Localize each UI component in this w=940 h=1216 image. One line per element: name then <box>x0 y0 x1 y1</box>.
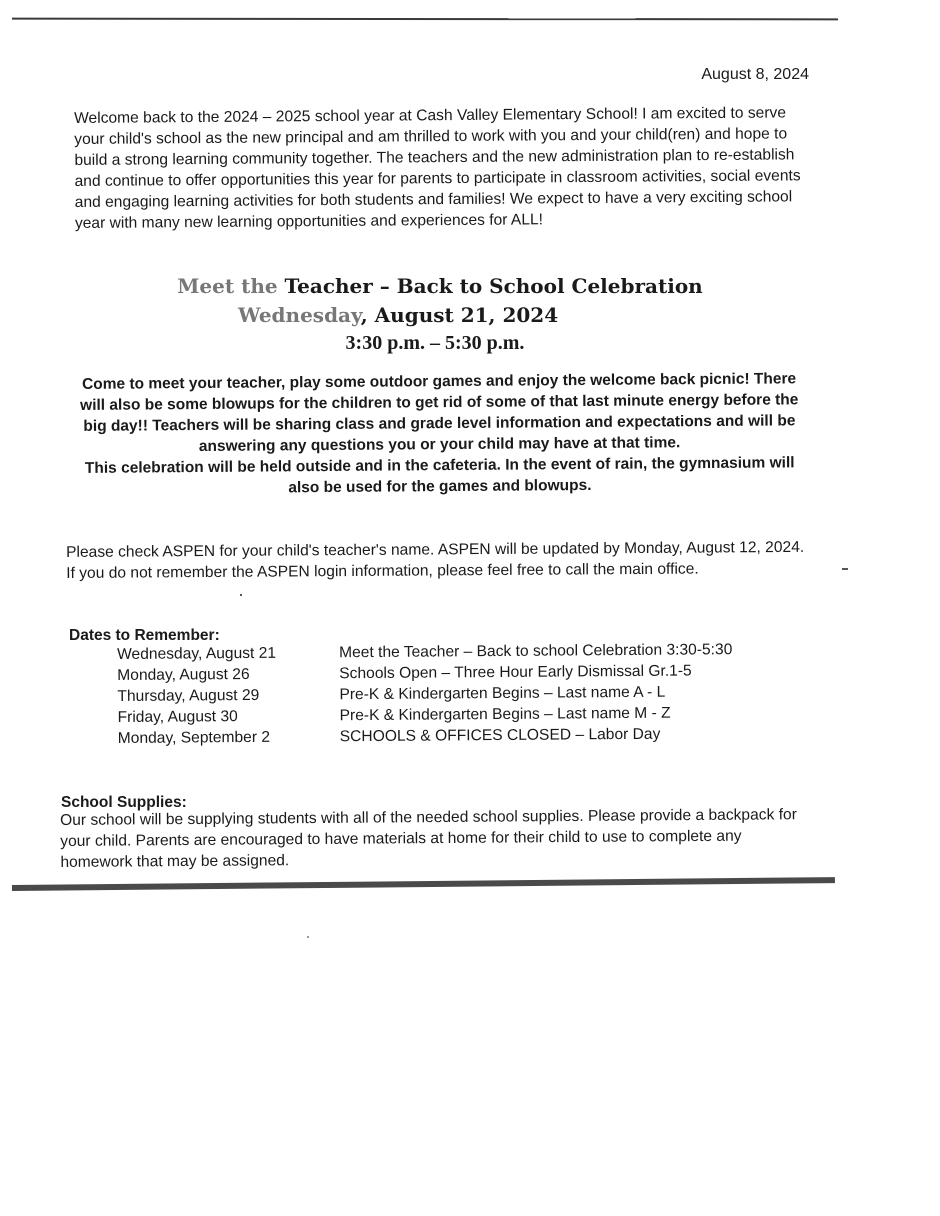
scan-speck <box>842 568 848 570</box>
event-title <box>120 271 760 301</box>
event-date-rest: , August 21, 2024 <box>360 303 559 327</box>
event-time: 3:30 p.m. – 5:30 p.m. <box>345 332 525 354</box>
scan-speck <box>307 936 309 938</box>
aspen-paragraph: Please check ASPEN for your child's teacher's name. ASPEN will be updated by Monday, August 12, 2024. If you do not remember the ASPEN login information, please feel free to call the main office. <box>66 538 805 582</box>
dates-row-date: Monday, August 26 <box>117 665 250 684</box>
dates-row-date: Thursday, August 29 <box>117 686 260 705</box>
dates-row-event: SCHOOLS & OFFICES CLOSED – Labor Day <box>339 725 661 746</box>
dates-row-event: Pre-K & Kindergarten Begins – Last name A - L <box>339 683 666 704</box>
dates-row-event: Meet the Teacher – Back to school Celebration 3:30-5:30 <box>339 641 733 662</box>
event-description: Come to meet your teacher, play some outdoor games and enjoy the welcome back picnic! There will also be some blowups for the children to get rid of some of that last minute energy before the big day!! Teachers will be sharing class and grade level information and expectations and will be answering any questions you or your child may have at that time. <box>80 370 799 456</box>
event-title-faded: Meet the <box>177 274 278 298</box>
supplies-paragraph: Our school will be supplying students with all of the needed school supplies. Please provide a backpack for your child. Parents are encouraged to have materials at home for their child to use to complete any homework that may be assigned. <box>60 806 797 871</box>
event-date <box>120 300 810 330</box>
intro-paragraph: Welcome back to the 2024 – 2025 school year at Cash Valley Elementary School! I am excited to serve your child's school as the new principal and am thrilled to work with you and your child(ren) and hope to build a strong learning community together. The teachers and the new administration plan to re-establish and continue to offer opportunities this year for parents to participate in classroom activities, social events and engaging learning activities for both students and families! We expect to have a very exciting school year with many new learning opportunities and experiences for ALL! <box>74 104 801 232</box>
letter-date: August 8, 2024 <box>701 66 809 83</box>
dates-table <box>117 639 798 749</box>
top-rule <box>12 18 838 21</box>
dates-row-event: Pre-K & Kindergarten Begins – Last name M - Z <box>339 704 671 725</box>
bottom-rule <box>12 877 835 891</box>
event-location: This celebration will be held outside and in the cafeteria. In the event of rain, the gymnasium will also be used for the games and blowups. <box>84 454 795 497</box>
dates-row-date: Friday, August 30 <box>117 708 238 726</box>
scan-speck <box>240 594 242 596</box>
event-date-weekday: Wednesday <box>238 303 361 327</box>
dates-row-date: Monday, September 2 <box>117 728 271 747</box>
dates-row-date: Wednesday, August 21 <box>117 644 277 663</box>
supplies-heading: School Supplies: <box>61 794 187 811</box>
dates-row <box>118 723 798 749</box>
dates-heading: Dates to Remember: <box>69 627 220 644</box>
dates-row-event: Schools Open – Three Hour Early Dismissal Gr.1-5 <box>339 662 692 683</box>
event-description-block <box>74 368 805 500</box>
event-title-main: Teacher – Back to School Celebration <box>277 274 703 298</box>
